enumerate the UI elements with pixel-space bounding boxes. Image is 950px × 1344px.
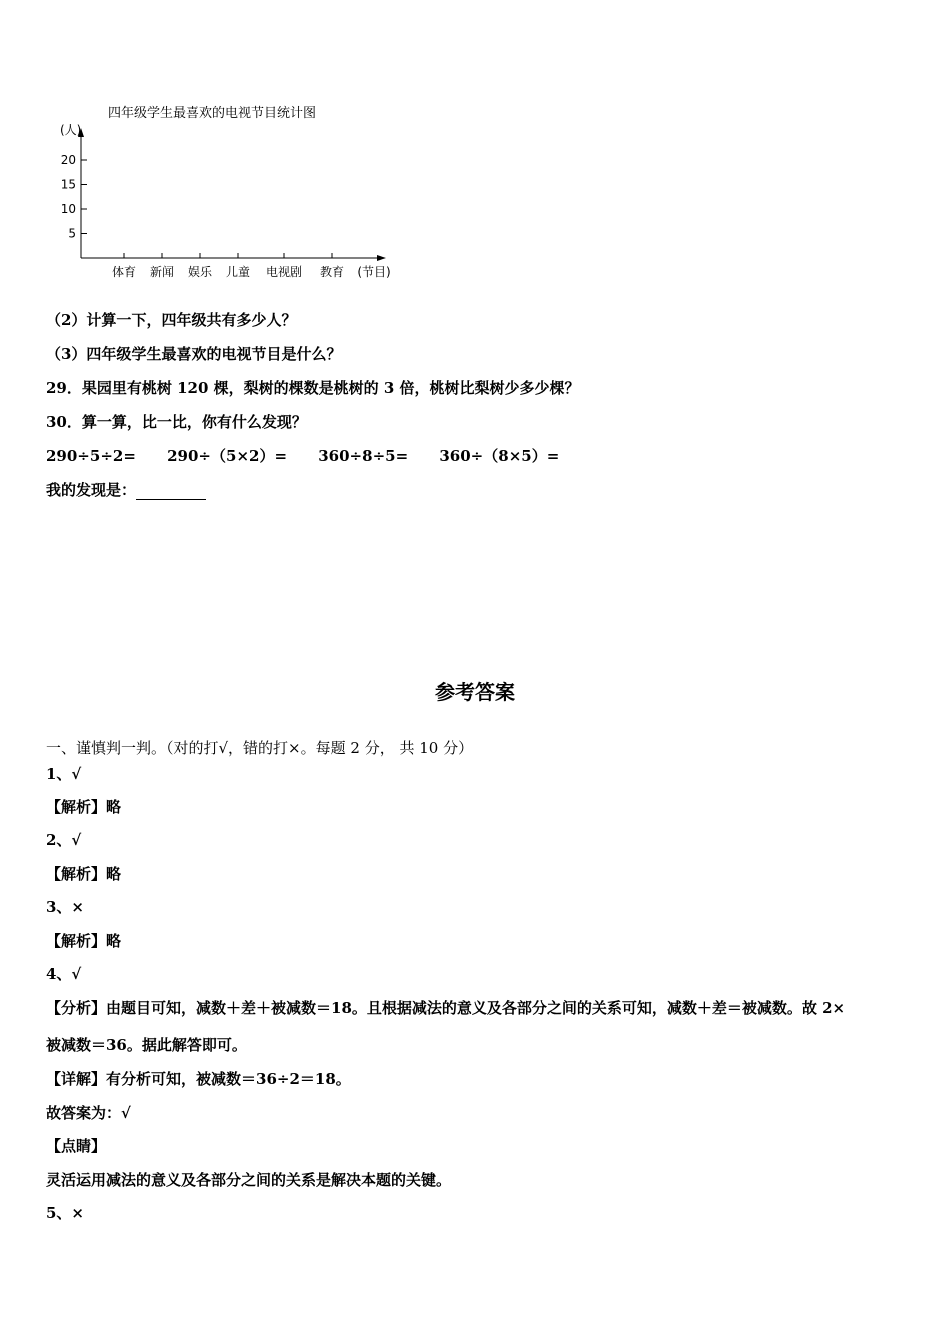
calc-item: 360÷（8×5）=: [439, 447, 560, 465]
finding-label: 我的发现是：: [46, 481, 137, 499]
calc-item: 290÷5÷2=: [46, 447, 136, 465]
answer-4-detail: 【详解】有分析可知，被减数＝36÷2＝18。: [46, 1070, 351, 1088]
answer-4-analysis-cont: 被减数＝36。据此解答即可。: [46, 1036, 247, 1054]
answer-4: 4、√: [46, 965, 82, 983]
answer-1-note: 【解析】略: [46, 798, 122, 816]
answer-4-point: 灵活运用减法的意义及各部分之间的关系是解决本题的关键。: [46, 1171, 452, 1189]
answer-4-result: 故答案为：√: [46, 1104, 131, 1122]
calc-item: 360÷8÷5=: [318, 447, 409, 465]
answer-1: 1、√: [46, 765, 82, 783]
calc-item: 290÷（5×2）=: [167, 447, 288, 465]
y-tick-label: 20: [60, 153, 76, 167]
chart-title: 四年级学生最喜欢的电视节目统计图: [108, 106, 317, 121]
section-1-heading: 一、谨慎判一判。（对的打√，错的打×。每题 2 分， 共 10 分）: [46, 739, 474, 757]
answer-3: 3、×: [46, 898, 85, 916]
y-tick-label: 10: [60, 202, 76, 216]
x-tick-label: 娱乐: [187, 265, 213, 279]
question-30: 30．算一算，比一比，你有什么发现？: [46, 413, 307, 431]
question-29: 29．果园里有桃树 120 棵，梨树的棵数是桃树的 3 倍，桃树比梨树少多少棵？: [46, 379, 580, 397]
question-2: （2）计算一下，四年级共有多少人？: [46, 311, 297, 329]
answer-2-note: 【解析】略: [46, 865, 122, 883]
question-3: （3）四年级学生最喜欢的电视节目是什么？: [46, 345, 342, 363]
answer-3-note: 【解析】略: [46, 932, 122, 950]
answer-blank[interactable]: [136, 485, 206, 500]
x-axis-label: (节目): [357, 265, 391, 279]
y-tick-label: 5: [68, 226, 76, 241]
x-tick-label: 新闻: [149, 265, 175, 279]
chart-svg: [0, 0, 950, 300]
answer-4-point-label: 【点睛】: [46, 1137, 107, 1155]
answer-2: 2、√: [46, 831, 82, 849]
y-axis-label: (人): [60, 123, 82, 137]
x-tick-label: 教育: [319, 265, 345, 279]
x-tick-label: 体育: [111, 265, 137, 279]
y-tick-label: 15: [60, 177, 76, 192]
calc-row: [46, 446, 559, 466]
answers-title: 参考答案: [435, 680, 515, 704]
x-tick-label: 电视剧: [265, 265, 303, 279]
finding-line: [46, 480, 206, 500]
answer-5: 5、×: [46, 1204, 85, 1222]
x-tick-label: 儿童: [225, 265, 251, 279]
answer-4-analysis: 【分析】由题目可知，减数＋差＋被减数＝18。且根据减法的意义及各部分之间的关系可知，减数＋差＝被减数。故 2×: [46, 999, 846, 1017]
x-axis-arrow: [377, 255, 386, 261]
